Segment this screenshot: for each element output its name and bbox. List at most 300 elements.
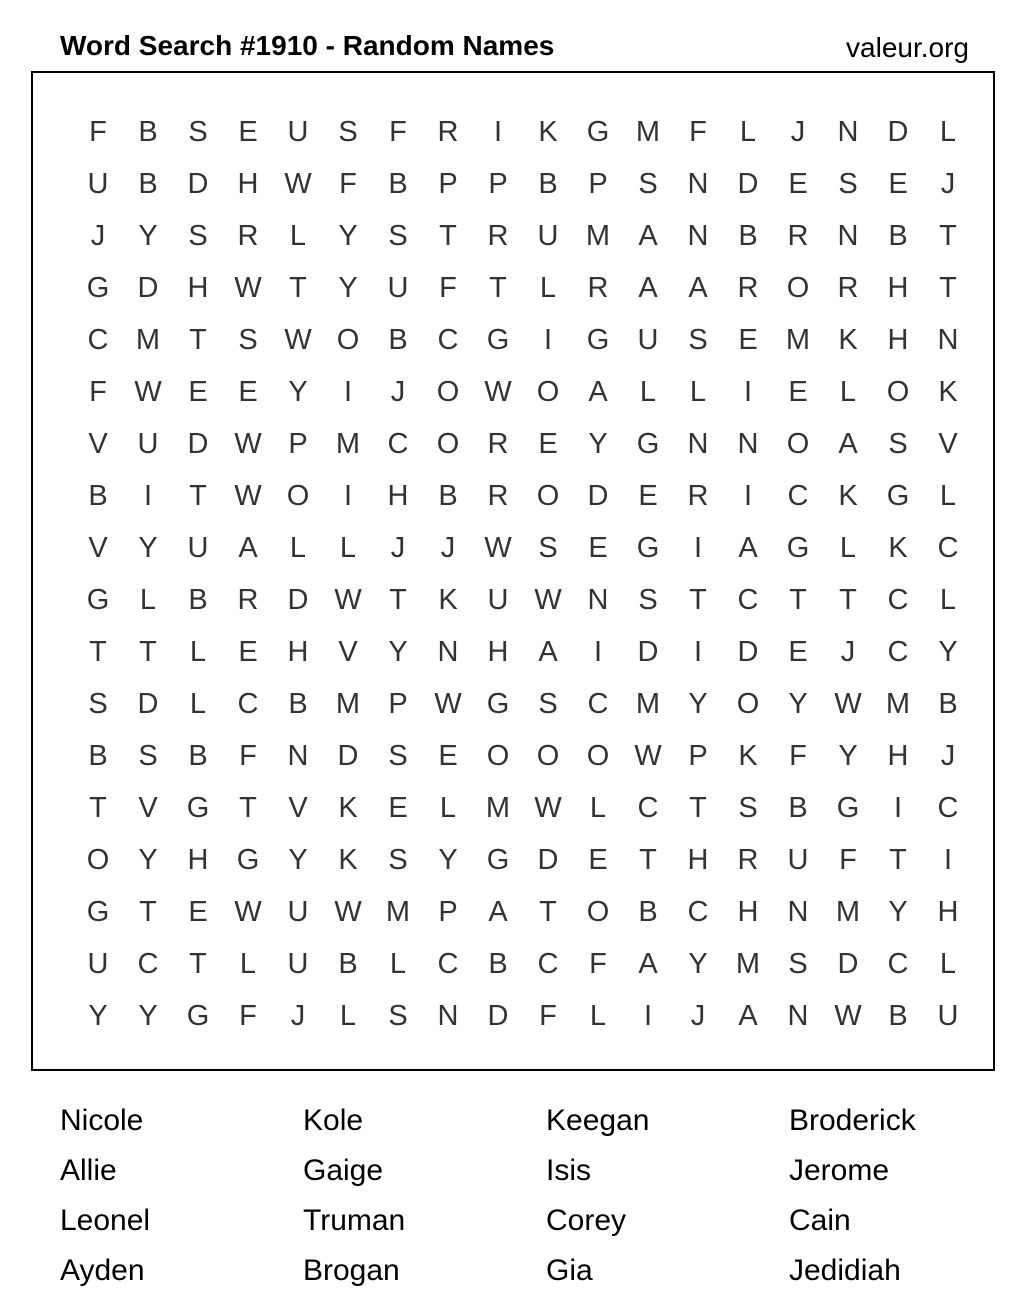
word-list-item: Truman xyxy=(303,1204,406,1237)
grid-letter: V xyxy=(938,427,958,460)
grid-letter: G xyxy=(786,531,810,564)
grid-letter: S xyxy=(388,739,408,772)
grid-letter: W xyxy=(334,895,362,928)
grid-letter: N xyxy=(687,219,709,252)
grid-letter: H xyxy=(187,843,209,876)
grid-letter: G xyxy=(186,791,210,824)
grid-letter: M xyxy=(135,323,161,356)
grid-letter: B xyxy=(388,323,408,356)
grid-letter: Y xyxy=(838,739,858,772)
grid-letter: D xyxy=(187,167,209,200)
puzzle-box xyxy=(31,71,995,1071)
grid-letter: L xyxy=(189,687,207,720)
grid-letter: H xyxy=(287,635,309,668)
grid-letter: H xyxy=(687,843,709,876)
grid-letter: H xyxy=(887,323,909,356)
grid-letter: D xyxy=(737,635,759,668)
grid-letter: L xyxy=(139,583,157,616)
grid-letter: M xyxy=(635,115,661,148)
word-list-item: Isis xyxy=(546,1154,591,1187)
grid-letter: W xyxy=(134,375,162,408)
grid-letter: H xyxy=(187,271,209,304)
grid-letter: R xyxy=(837,271,859,304)
grid-letter: C xyxy=(237,687,259,720)
grid-letter: O xyxy=(536,479,560,512)
grid-letter: A xyxy=(838,427,858,460)
grid-letter: W xyxy=(284,323,312,356)
grid-letter: C xyxy=(437,323,459,356)
grid-letter: M xyxy=(635,687,661,720)
grid-letter: C xyxy=(887,947,909,980)
grid-letter: D xyxy=(137,271,159,304)
grid-letter: T xyxy=(139,635,157,668)
grid-letter: J xyxy=(840,635,856,668)
grid-letter: Y xyxy=(338,219,358,252)
grid-letter: W xyxy=(284,167,312,200)
grid-letter: F xyxy=(239,999,257,1032)
grid-letter: Y xyxy=(788,687,808,720)
grid-letter: C xyxy=(87,323,109,356)
grid-letter: A xyxy=(738,999,758,1032)
grid-letter: S xyxy=(388,999,408,1032)
grid-letter: F xyxy=(789,739,807,772)
grid-letter: S xyxy=(388,843,408,876)
grid-letter: N xyxy=(837,115,859,148)
grid-letter: E xyxy=(588,531,608,564)
grid-letter: Y xyxy=(138,531,158,564)
grid-letter: L xyxy=(589,791,607,824)
grid-letter: L xyxy=(339,999,357,1032)
grid-letter: W xyxy=(234,895,262,928)
grid-letter: J xyxy=(90,219,106,252)
grid-letter: F xyxy=(239,739,257,772)
grid-letter: F xyxy=(589,947,607,980)
grid-letter: T xyxy=(189,947,207,980)
grid-letter: I xyxy=(643,999,653,1032)
grid-letter: B xyxy=(788,791,808,824)
grid-letter: B xyxy=(288,687,308,720)
grid-letter: S xyxy=(88,687,108,720)
grid-letter: C xyxy=(387,427,409,460)
grid-letter: T xyxy=(389,583,407,616)
grid-letter: K xyxy=(738,739,758,772)
grid-letter: N xyxy=(587,583,609,616)
grid-letter: T xyxy=(939,219,957,252)
grid-letter: R xyxy=(787,219,809,252)
grid-letter: M xyxy=(735,947,761,980)
grid-letter: E xyxy=(188,895,208,928)
grid-letter: Y xyxy=(288,843,308,876)
grid-letter: W xyxy=(634,739,662,772)
grid-letter: E xyxy=(238,115,258,148)
grid-letter: M xyxy=(835,895,861,928)
grid-letter: J xyxy=(940,739,956,772)
grid-letter: C xyxy=(937,791,959,824)
grid-letter: N xyxy=(687,167,709,200)
grid-letter: O xyxy=(336,323,360,356)
grid-letter: K xyxy=(338,843,358,876)
grid-letter: A xyxy=(638,947,658,980)
word-list-item: Allie xyxy=(60,1154,117,1187)
grid-letter: O xyxy=(786,271,810,304)
grid-letter: T xyxy=(789,583,807,616)
grid-letter: G xyxy=(86,583,110,616)
grid-letter: D xyxy=(337,739,359,772)
grid-letter: E xyxy=(788,375,808,408)
grid-letter: B xyxy=(938,687,958,720)
grid-letter: M xyxy=(785,323,811,356)
grid-letter: O xyxy=(486,739,510,772)
grid-letter: T xyxy=(489,271,507,304)
grid-letter: R xyxy=(487,479,509,512)
grid-letter: V xyxy=(88,427,108,460)
grid-letter: E xyxy=(738,323,758,356)
grid-letter: S xyxy=(388,219,408,252)
grid-letter: D xyxy=(537,843,559,876)
grid-letter: E xyxy=(538,427,558,460)
grid-letter: L xyxy=(839,375,857,408)
word-list-item: Jerome xyxy=(789,1154,890,1187)
grid-letter: R xyxy=(237,219,259,252)
grid-letter: L xyxy=(539,271,557,304)
grid-letter: J xyxy=(940,167,956,200)
grid-letter: P xyxy=(688,739,708,772)
word-list-item: Gaige xyxy=(303,1154,384,1187)
grid-letter: S xyxy=(188,115,208,148)
grid-letter: G xyxy=(886,479,910,512)
word-list-item: Nicole xyxy=(60,1104,144,1137)
grid-letter: I xyxy=(893,791,903,824)
grid-letter: D xyxy=(187,427,209,460)
grid-letter: L xyxy=(589,999,607,1032)
grid-letter: Y xyxy=(138,843,158,876)
grid-letter: W xyxy=(434,687,462,720)
grid-letter: U xyxy=(937,999,959,1032)
grid-letter: P xyxy=(388,687,408,720)
grid-letter: W xyxy=(334,583,362,616)
grid-letter: C xyxy=(737,583,759,616)
grid-letter: B xyxy=(888,219,908,252)
grid-letter: L xyxy=(939,115,957,148)
grid-letter: J xyxy=(390,375,406,408)
grid-letter: R xyxy=(437,115,459,148)
grid-letter: O xyxy=(436,375,460,408)
grid-letter: E xyxy=(388,791,408,824)
grid-letter: M xyxy=(385,895,411,928)
grid-letter: P xyxy=(438,167,458,200)
grid-letter: U xyxy=(87,947,109,980)
grid-letter: T xyxy=(139,895,157,928)
grid-letter: B xyxy=(188,739,208,772)
grid-letter: F xyxy=(689,115,707,148)
grid-letter: L xyxy=(939,947,957,980)
grid-letter: M xyxy=(585,219,611,252)
grid-letter: H xyxy=(487,635,509,668)
grid-letter: O xyxy=(286,479,310,512)
grid-letter: F xyxy=(389,115,407,148)
grid-letter: E xyxy=(588,843,608,876)
grid-letter: B xyxy=(488,947,508,980)
grid-letter: A xyxy=(238,531,258,564)
grid-letter: R xyxy=(487,219,509,252)
grid-letter: I xyxy=(143,479,153,512)
grid-letter: J xyxy=(440,531,456,564)
grid-letter: U xyxy=(487,583,509,616)
word-list-item: Broderick xyxy=(789,1104,916,1137)
grid-letter: B xyxy=(138,167,158,200)
grid-letter: L xyxy=(939,479,957,512)
grid-letter: R xyxy=(687,479,709,512)
grid-letter: T xyxy=(189,323,207,356)
grid-letter: Y xyxy=(938,635,958,668)
grid-letter: O xyxy=(586,739,610,772)
grid-letter: S xyxy=(738,791,758,824)
grid-letter: P xyxy=(488,167,508,200)
grid-letter: Y xyxy=(88,999,108,1032)
grid-letter: E xyxy=(238,635,258,668)
grid-letter: J xyxy=(790,115,806,148)
grid-letter: H xyxy=(887,739,909,772)
grid-letter: B xyxy=(888,999,908,1032)
site-name: valeur.org xyxy=(846,32,969,63)
grid-letter: T xyxy=(539,895,557,928)
grid-letter: O xyxy=(736,687,760,720)
grid-letter: T xyxy=(89,635,107,668)
grid-letter: E xyxy=(788,635,808,668)
grid-letter: T xyxy=(839,583,857,616)
grid-letter: S xyxy=(138,739,158,772)
grid-letter: Y xyxy=(888,895,908,928)
grid-letter: K xyxy=(838,323,858,356)
grid-letter: I xyxy=(543,323,553,356)
grid-letter: W xyxy=(234,427,262,460)
grid-letter: V xyxy=(338,635,358,668)
word-list-item: Leonel xyxy=(60,1204,151,1237)
grid-letter: D xyxy=(587,479,609,512)
grid-letter: W xyxy=(834,999,862,1032)
grid-letter: C xyxy=(137,947,159,980)
grid-letter: J xyxy=(290,999,306,1032)
grid-letter: G xyxy=(486,323,510,356)
grid-letter: M xyxy=(885,687,911,720)
grid-letter: V xyxy=(88,531,108,564)
grid-letter: T xyxy=(189,479,207,512)
grid-letter: O xyxy=(786,427,810,460)
grid-letter: A xyxy=(738,531,758,564)
grid-letter: W xyxy=(484,531,512,564)
grid-letter: I xyxy=(693,635,703,668)
grid-letter: H xyxy=(387,479,409,512)
grid-letter: C xyxy=(787,479,809,512)
grid-letter: E xyxy=(438,739,458,772)
grid-letter: S xyxy=(188,219,208,252)
grid-letter: A xyxy=(488,895,508,928)
grid-letter: S xyxy=(838,167,858,200)
grid-letter: S xyxy=(338,115,358,148)
grid-letter: N xyxy=(287,739,309,772)
grid-letter: T xyxy=(889,843,907,876)
grid-letter: P xyxy=(438,895,458,928)
grid-letter: P xyxy=(288,427,308,460)
grid-letter: S xyxy=(538,531,558,564)
grid-letter: N xyxy=(787,895,809,928)
grid-letter: M xyxy=(335,687,361,720)
grid-letter: N xyxy=(437,635,459,668)
grid-letter: U xyxy=(87,167,109,200)
grid-letter: I xyxy=(493,115,503,148)
grid-letter: L xyxy=(289,531,307,564)
word-list-item: Ayden xyxy=(60,1254,145,1287)
grid-letter: D xyxy=(287,583,309,616)
grid-letter: D xyxy=(137,687,159,720)
grid-letter: W xyxy=(534,583,562,616)
grid-letter: G xyxy=(836,791,860,824)
grid-letter: C xyxy=(887,583,909,616)
grid-letter: W xyxy=(234,479,262,512)
grid-letter: N xyxy=(437,999,459,1032)
grid-letter: T xyxy=(439,219,457,252)
grid-letter: A xyxy=(638,219,658,252)
grid-letter: E xyxy=(638,479,658,512)
grid-letter: S xyxy=(638,167,658,200)
grid-letter: C xyxy=(587,687,609,720)
grid-letter: A xyxy=(538,635,558,668)
grid-letter: T xyxy=(89,791,107,824)
grid-letter: K xyxy=(338,791,358,824)
word-list-item: Jedidiah xyxy=(789,1254,901,1287)
grid-letter: U xyxy=(787,843,809,876)
grid-letter: T xyxy=(689,583,707,616)
grid-letter: B xyxy=(338,947,358,980)
grid-letter: L xyxy=(689,375,707,408)
grid-letter: Y xyxy=(388,635,408,668)
grid-letter: R xyxy=(237,583,259,616)
word-list-item: Gia xyxy=(546,1254,593,1287)
grid-letter: A xyxy=(588,375,608,408)
grid-letter: F xyxy=(439,271,457,304)
grid-letter: F xyxy=(89,115,107,148)
grid-letter: I xyxy=(743,375,753,408)
grid-letter: C xyxy=(687,895,709,928)
grid-letter: F xyxy=(89,375,107,408)
grid-letter: A xyxy=(638,271,658,304)
grid-letter: C xyxy=(537,947,559,980)
grid-letter: L xyxy=(189,635,207,668)
grid-letter: W xyxy=(834,687,862,720)
grid-letter: L xyxy=(939,583,957,616)
grid-letter: Y xyxy=(138,999,158,1032)
grid-letter: C xyxy=(437,947,459,980)
grid-letter: E xyxy=(238,375,258,408)
grid-letter: D xyxy=(487,999,509,1032)
grid-letter: U xyxy=(287,947,309,980)
grid-letter: M xyxy=(335,427,361,460)
grid-letter: G xyxy=(86,895,110,928)
grid-letter: S xyxy=(638,583,658,616)
grid-letter: K xyxy=(838,479,858,512)
grid-letter: T xyxy=(639,843,657,876)
grid-letter: U xyxy=(137,427,159,460)
grid-letter: H xyxy=(937,895,959,928)
grid-letter: R xyxy=(587,271,609,304)
grid-letter: A xyxy=(688,271,708,304)
grid-letter: L xyxy=(439,791,457,824)
grid-letter: S xyxy=(538,687,558,720)
grid-letter: O xyxy=(536,375,560,408)
grid-letter: Y xyxy=(438,843,458,876)
grid-letter: V xyxy=(138,791,158,824)
grid-letter: T xyxy=(689,791,707,824)
grid-letter: J xyxy=(690,999,706,1032)
grid-letter: F xyxy=(539,999,557,1032)
page-title: Word Search #1910 - Random Names xyxy=(60,30,555,61)
grid-letter: C xyxy=(937,531,959,564)
grid-letter: B xyxy=(538,167,558,200)
grid-letter: Y xyxy=(288,375,308,408)
grid-letter: S xyxy=(888,427,908,460)
grid-letter: Y xyxy=(138,219,158,252)
grid-letter: L xyxy=(289,219,307,252)
grid-letter: N xyxy=(737,427,759,460)
grid-letter: U xyxy=(187,531,209,564)
grid-letter: S xyxy=(688,323,708,356)
grid-letter: U xyxy=(287,895,309,928)
grid-letter: I xyxy=(693,531,703,564)
grid-letter: I xyxy=(593,635,603,668)
grid-letter: N xyxy=(687,427,709,460)
grid-letter: R xyxy=(487,427,509,460)
grid-letter: L xyxy=(239,947,257,980)
grid-letter: L xyxy=(839,531,857,564)
word-list-item: Kole xyxy=(303,1104,364,1137)
letter-grid xyxy=(73,106,973,1042)
grid-letter: G xyxy=(486,687,510,720)
grid-letter: E xyxy=(188,375,208,408)
grid-letter: N xyxy=(937,323,959,356)
grid-letter: O xyxy=(86,843,110,876)
grid-letter: S xyxy=(788,947,808,980)
grid-letter: G xyxy=(636,427,660,460)
grid-letter: B xyxy=(388,167,408,200)
word-list-item: Cain xyxy=(789,1204,851,1237)
grid-letter: Y xyxy=(338,271,358,304)
grid-letter: N xyxy=(837,219,859,252)
grid-letter: I xyxy=(743,479,753,512)
grid-letter: K xyxy=(438,583,458,616)
grid-letter: Y xyxy=(588,427,608,460)
grid-letter: B xyxy=(738,219,758,252)
grid-letter: U xyxy=(537,219,559,252)
grid-letter: J xyxy=(390,531,406,564)
grid-letter: G xyxy=(586,323,610,356)
grid-letter: K xyxy=(888,531,908,564)
grid-letter: L xyxy=(739,115,757,148)
grid-letter: Y xyxy=(688,947,708,980)
grid-letter: B xyxy=(88,739,108,772)
word-list-item: Keegan xyxy=(546,1104,650,1137)
grid-letter: C xyxy=(887,635,909,668)
grid-letter: D xyxy=(837,947,859,980)
grid-letter: U xyxy=(287,115,309,148)
grid-letter: D xyxy=(637,635,659,668)
grid-letter: D xyxy=(737,167,759,200)
grid-letter: T xyxy=(939,271,957,304)
grid-letter: B xyxy=(188,583,208,616)
grid-letter: G xyxy=(486,843,510,876)
word-list-item: Brogan xyxy=(303,1254,400,1287)
grid-letter: B xyxy=(88,479,108,512)
grid-letter: O xyxy=(436,427,460,460)
